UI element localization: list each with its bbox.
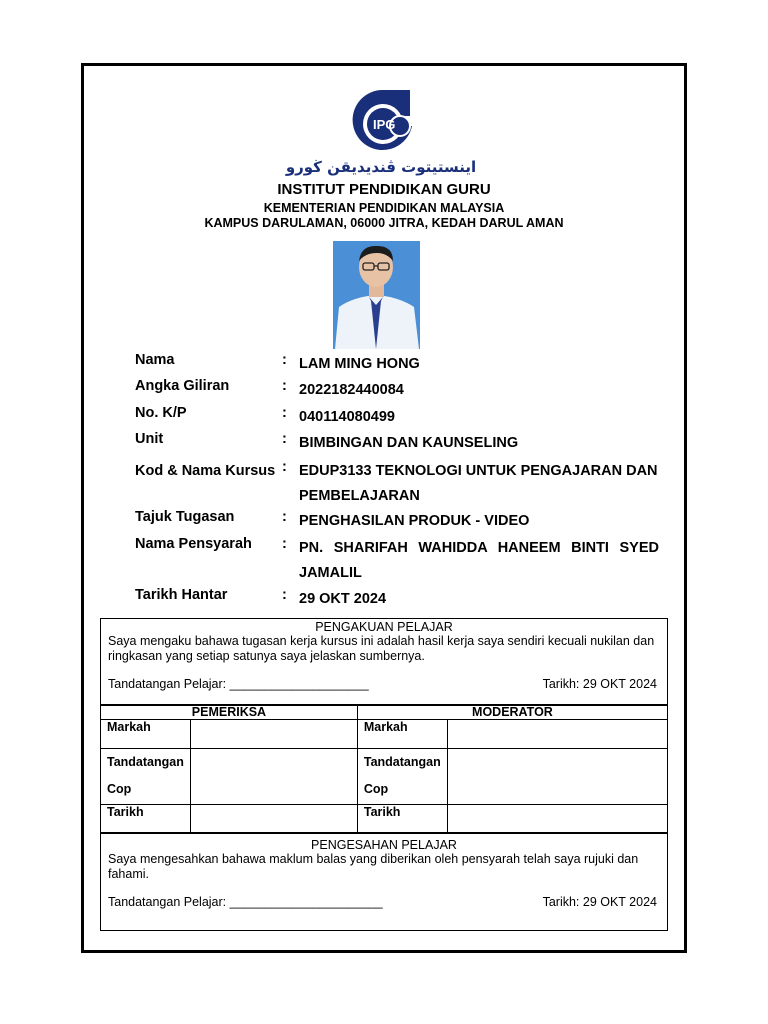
ipg-logo-icon	[348, 86, 418, 154]
field-colon: :	[282, 431, 287, 447]
markah-label: Markah	[357, 720, 447, 749]
grading-table	[100, 704, 668, 833]
cop-label: Cop	[363, 782, 389, 796]
moderator-header: MODERATOR	[357, 705, 667, 720]
pemeriksa-header: PEMERIKSA	[101, 705, 358, 720]
field-label: Tarikh Hantar	[135, 587, 228, 603]
field-label: Nama	[135, 352, 175, 368]
pemeriksa-date-cell	[190, 805, 357, 833]
field-colon: :	[282, 378, 287, 394]
tarikh-label: Tarikh	[357, 805, 447, 833]
field-label: Angka Giliran	[135, 378, 230, 394]
field-label: Nama Pensyarah	[135, 536, 252, 552]
pemeriksa-markah-cell	[190, 720, 357, 749]
field-colon: :	[282, 405, 287, 421]
field-value: PENGHASILAN PRODUK - VIDEO	[299, 513, 530, 529]
field-label: Kod & Nama Kursus	[135, 463, 276, 479]
field-value: 2022182440084	[299, 382, 404, 398]
pengakuan-signature: Tandatangan Pelajar: ____________________	[108, 677, 369, 691]
campus-address: KAMPUS DARULAMAN, 06000 JITRA, KEDAH DARUL AMAN	[204, 216, 564, 230]
pengakuan-box	[100, 618, 668, 706]
field-colon: :	[282, 509, 287, 525]
ministry-name: KEMENTERIAN PENDIDIKAN MALAYSIA	[263, 201, 505, 215]
tandatangan-label: Tandatangan	[107, 755, 184, 769]
cop-label: Cop	[107, 782, 132, 796]
field-value: LAM MING HONG	[299, 356, 420, 372]
institution-name: INSTITUT PENDIDIKAN GURU	[277, 181, 491, 198]
pemeriksa-signature-cell	[190, 749, 357, 805]
student-photo	[333, 241, 420, 349]
svg-text:IPG: IPG	[373, 117, 396, 132]
pengesahan-box	[100, 833, 668, 931]
tarikh-label: Tarikh	[101, 805, 191, 833]
field-value: BIMBINGAN DAN KAUNSELING	[299, 435, 519, 451]
markah-label: Markah	[101, 720, 191, 749]
moderator-signature-cell	[447, 749, 667, 805]
pengakuan-date: Tarikh: 29 OKT 2024	[542, 677, 657, 691]
field-label: Unit	[135, 431, 164, 447]
pengesahan-title: PENGESAHAN PELAJAR	[311, 838, 457, 852]
field-colon: :	[282, 459, 287, 475]
pengesahan-signature: Tandatangan Pelajar: ______________________	[108, 895, 383, 909]
jawi-title: اينستيتوت ڤنديديقن ڬورو	[285, 158, 477, 176]
pengakuan-text: Saya mengaku bahawa tugasan kerja kursus ini adalah hasil kerja saya sendiri kecuali nukilan dan ringkasan yang setiap satunya saya jelaskan sumbernya.	[108, 634, 655, 663]
tandatangan-cop-label	[357, 749, 447, 805]
field-value: 040114080499	[299, 409, 395, 425]
field-value: EDUP3133 TEKNOLOGI UNTUK PENGAJARAN DAN PEMBELAJARAN	[299, 463, 658, 504]
pengesahan-date: Tarikh: 29 OKT 2024	[542, 895, 657, 909]
pengesahan-text: Saya mengesahkan bahawa maklum balas yang diberikan oleh pensyarah telah saya rujuki dan fahami.	[108, 852, 639, 881]
field-value: 29 OKT 2024	[299, 591, 387, 607]
tandatangan-cop-label	[101, 749, 191, 805]
pengakuan-title: PENGAKUAN PELAJAR	[315, 620, 453, 634]
field-label: Tajuk Tugasan	[135, 509, 235, 525]
field-label: No. K/P	[135, 405, 187, 421]
tandatangan-label: Tandatangan	[363, 755, 441, 769]
field-colon: :	[282, 587, 287, 603]
moderator-date-cell	[447, 805, 667, 833]
field-colon: :	[282, 352, 287, 368]
field-colon: :	[282, 536, 287, 552]
field-value: PN. SHARIFAH WAHIDDA HANEEM BINTI SYED JAMALIL	[299, 540, 659, 581]
moderator-markah-cell	[447, 720, 667, 749]
